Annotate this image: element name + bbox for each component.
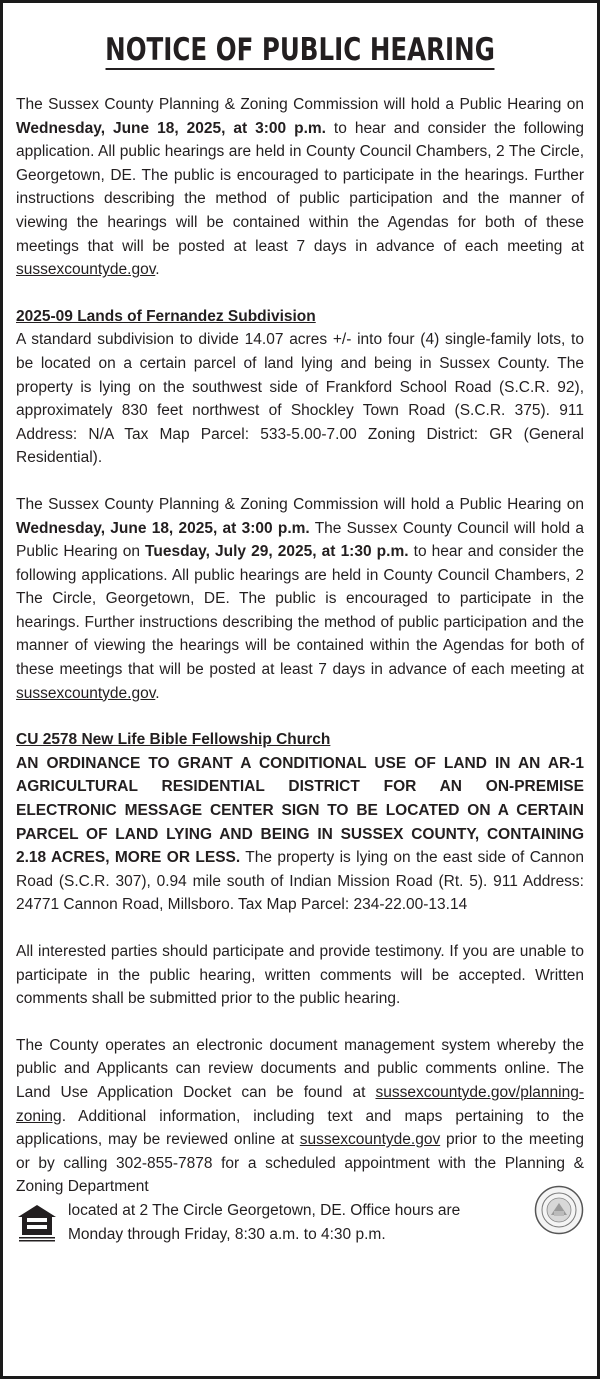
application-heading: 2025-09 Lands of Fernandez Subdivision: [16, 307, 316, 325]
ordinance-title: AN ORDINANCE TO GRANT A CONDITIONAL USE OF LAND IN AN AR-1 AGRICULTURAL RESIDENTIAL DISTRICT FOR AN ON-PREMISE ELECTRONIC MESSAGE CENTER SIGN TO BE LOCATED ON A CERTAIN PARCEL OF LAND LYING AND BEING IN SUSSEX COUNTY, CONTAINING 2.18 ACRES, MORE OR LESS.: [16, 754, 584, 867]
planning-zoning-link[interactable]: sussexcountyde.gov/planning-zoning: [16, 1083, 584, 1125]
website-link[interactable]: sussexcountyde.gov: [16, 261, 156, 279]
hearing-date-1: Wednesday, June 18, 2025, at 3:00 p.m.: [16, 119, 326, 137]
application-fernandez: 2025-09 Lands of Fernandez Subdivision A standard subdivision to divide 14.07 acres +/- into four (4) single-family lots, to be located on a certain parcel of land lying and being in Sussex County. The property is lying on the southwest side of Frankford School Road (S.C.R. 92), approximately 830 feet northwest of Shockley Town Road (S.C.R. 375). 911 Address: N/A Tax Map Parcel: 533-5.00-7.00 Zoning District: GR (General Residential).: [16, 305, 584, 470]
footer: [16, 1199, 584, 1246]
application-heading: CU 2578 New Life Bible Fellowship Church: [16, 731, 331, 749]
testimony-paragraph: All interested parties should participate and provide testimony. If you are unable to participate in the public hearing, written comments will be accepted. Written comments shall be submitted prior to the public hearing.: [16, 943, 584, 1008]
second-notice-paragraph: The Sussex County Planning & Zoning Commission will hold a Public Hearing on Wednesday, June 18, 2025, at 3:00 p.m. The Sussex County Council will hold a Public Hearing on Tuesday, July 29, 2025, at 1:30 p.m. to hear and consider the following applications. All public hearings are held in County Council Chambers, 2 The Circle, Georgetown, DE. The public is encouraged to participate in the hearings. Further instructions describing the method of public participation and the manner of viewing the hearings will be contained within the Agendas for both of these meetings that will be posted at least 7 days in advance of each meeting at sussexcountyde.gov.: [16, 495, 585, 702]
website-link[interactable]: sussexcountyde.gov: [299, 1131, 441, 1149]
county-seal-icon: [534, 1185, 584, 1235]
intro-paragraph: The Sussex County Planning & Zoning Commission will hold a Public Hearing on Wednesday, June 18, 2025, at 3:00 p.m. to hear and consider the following application. All public hearings are held in County Council Chambers, 2 The Circle, Georgetown, DE. The public is encouraged to participate in the hearings. Further instructions describing the method of public participation and the manner of viewing the hearings will be contained within the Agendas for both of these meetings that will be posted at least 7 days in advance of each meeting at sussexcountyde.gov.: [16, 96, 584, 279]
equal-housing-opportunity-icon: [16, 1203, 58, 1243]
notice-title: NOTICE OF PUBLIC HEARING: [105, 32, 495, 68]
hearing-date-2: Wednesday, June 18, 2025, at 3:00 p.m.: [16, 519, 310, 537]
website-link[interactable]: sussexcountyde.gov: [16, 684, 156, 702]
council-hearing-date: Tuesday, July 29, 2025, at 1:30 p.m.: [145, 543, 409, 561]
office-hours: Monday through Friday, 8:30 a.m. to 4:30 p.m.: [68, 1225, 386, 1243]
edms-paragraph: The County operates an electronic document management system whereby the public and Applicants can review documents and public comments online. The Land Use Application Docket can be found at sussexcountyde.gov/planning-zoning. Additional information, including text and maps pertaining to the applications, may be reviewed online at sussexcountyde.gov prior to the meeting or by calling 302-855-7878 for a scheduled appointment with the Planning & Zoning Department: [16, 1036, 584, 1196]
application-cu2578: CU 2578 New Life Bible Fellowship Church AN ORDINANCE TO GRANT A CONDITIONAL USE OF LAND IN AN AR-1 AGRICULTURAL RESIDENTIAL DISTRICT FOR AN ON-PREMISE ELECTRONIC MESSAGE CENTER SIGN TO BE LOCATED ON A CERTAIN PARCEL OF LAND LYING AND BEING IN SUSSEX COUNTY, CONTAINING 2.18 ACRES, MORE OR LESS. The property is lying on the east side of Cannon Road (S.C.R. 307), 0.94 mile south of Indian Mission Road (Rt. 5). 911 Address: 24771 Cannon Road, Millsboro. Tax Map Parcel: 234-22.00-13.14: [16, 728, 584, 917]
office-address: located at 2 The Circle Georgetown, DE. Office hours are: [68, 1201, 461, 1219]
